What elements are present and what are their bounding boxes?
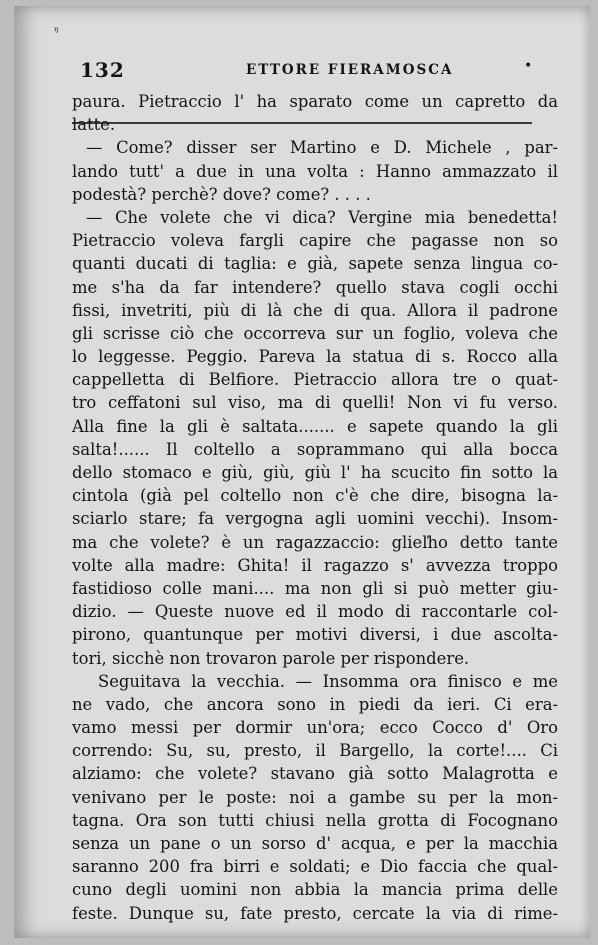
text-line: salta!...... Il coltello a soprammano qui alla bocca — [72, 439, 558, 459]
text-line: — Come? disser ser Martino e D. Michele , par- — [86, 138, 558, 158]
text-line: saranno 200 fra birri e soldati; e Dio faccia che qual- — [72, 857, 558, 877]
text-line: podestà? perchè? dove? come? . . . . — [72, 184, 371, 204]
running-title: ETTORE FIERAMOSCA — [246, 62, 454, 78]
text-line: tro ceffatoni sul viso, ma di quelli! Non vi fu verso. — [72, 393, 558, 413]
book-page — [14, 6, 590, 938]
text-line: quanti ducati di taglia: e già, sapete senza lingua co- — [72, 254, 558, 274]
text-line: Alla fine la gli è saltata....... e sapete quando la gli — [72, 416, 558, 436]
text-line: cappelletta di Belfiore. Pietraccio allora tre o quat- — [72, 370, 558, 390]
text-line: Pietraccio voleva fargli capire che pagasse non so — [72, 231, 558, 251]
text-line: vamo messi per dormir un'ora; ecco Cocco d' Oro — [72, 718, 558, 738]
text-line: senza un pane o un sorso d' acqua, e per la macchia — [72, 834, 558, 853]
text-line: lo leggesse. Peggio. Pareva la statua di s. Rocco alla — [72, 347, 558, 367]
text-line: tagna. Ora son tutti chiusi nella grotta di Focognano — [72, 810, 558, 830]
text-line: venivano per le poste: noi a gambe su per la mon- — [72, 787, 558, 807]
page-number: 132 — [80, 58, 125, 82]
page-header — [72, 58, 552, 88]
text-line: volte alla madre: Ghita! il ragazzo s' avvezza troppo — [72, 555, 558, 575]
text-line: alziamo: che volete? stavano già sotto Malagrotta e — [72, 764, 558, 784]
text-line: lando tutt' a due in una volta : Hanno ammazzato il — [72, 161, 558, 181]
text-line: ne vado, che ancora sono in piedi da ieri. Ci era- — [72, 694, 558, 714]
text-line: feste. Dunque su, fate presto, cercate la via di rime- — [72, 903, 558, 923]
text-line: cuno degli uomini non abbia la mancia prima delle — [72, 880, 558, 900]
text-line: correndo: Su, su, presto, il Bargello, la corte!.... Ci — [72, 741, 558, 761]
text-line: tori, sicchè non trovaron parole per rispondere. — [72, 648, 470, 668]
text-line: gli scrisse ciò che occorreva sur un foglio, voleva che — [72, 323, 558, 343]
text-line: fissi, invetriti, più di là che di qua. Allora il padrone — [72, 300, 558, 320]
ornament-icon: • — [524, 58, 533, 74]
spine-mark: ᵑ — [54, 24, 59, 38]
text-line: Seguitava la vecchia. — Insomma ora finisco e me — [98, 671, 558, 691]
text-line: dello stomaco e giù, giù, giù l' ha scucito fin sotto la — [72, 463, 558, 482]
text-line: ma che volete? è un ragazzaccio: glieľho detto tante — [72, 532, 558, 552]
body-text — [72, 90, 558, 925]
text-line: me s'ha da far intendere? quello stava cogli occhi — [72, 277, 558, 297]
text-line: pirono, quantunque per motivi diversi, i due ascolta- — [72, 625, 558, 645]
text-line: — Che volete che vi dica? Vergine mia benedetta! — [86, 207, 558, 227]
text-line: dizio. — Queste nuove ed il modo di raccontarle col- — [72, 602, 558, 622]
text-line: cintola (già pel coltello non c'è che dire, bisogna la- — [72, 486, 558, 506]
text-line: paura. Pietraccio l' ha sparato come un capretto da — [72, 92, 558, 111]
text-line: fastidioso colle mani.... ma non gli si può metter giu- — [72, 578, 558, 598]
text-line: sciarlo stare; fa vergogna agli uomini vecchi). Insom- — [72, 509, 558, 529]
text-line: latte. — [72, 115, 116, 135]
